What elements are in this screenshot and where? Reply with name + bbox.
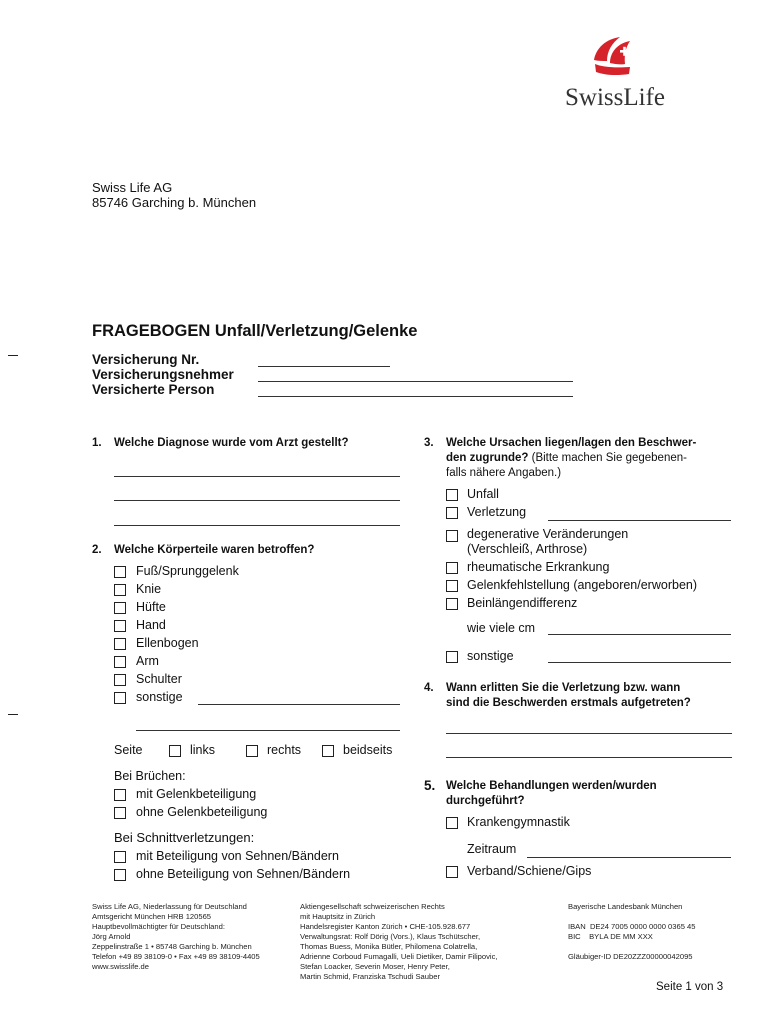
sender-address: 85746 Garching b. München <box>92 195 257 210</box>
q5-text-line2: durchgeführt? <box>446 795 525 807</box>
q2-text: Welche Körperteile waren betroffen? <box>114 544 315 556</box>
option-foot: Fuß/Sprunggelenk <box>136 564 239 578</box>
accident-label: Unfall <box>467 487 499 501</box>
q4-number: 4. <box>424 682 434 694</box>
q3-text-line3: falls nähere Angaben.) <box>446 467 562 479</box>
q3-number: 3. <box>424 437 434 449</box>
fracture-with-label: mit Gelenkbeteiligung <box>136 787 257 801</box>
checkbox-cut-with[interactable] <box>114 851 126 863</box>
checkbox-knee[interactable] <box>114 584 126 596</box>
other-body-field-2[interactable] <box>136 730 400 731</box>
cut-without-label: ohne Beteiligung von Sehnen/Bändern <box>136 867 351 881</box>
injury-label: Verletzung <box>467 505 527 519</box>
bandage-label: Verband/Schiene/Gips <box>467 864 592 878</box>
page-title: FRAGEBOGEN Unfall/Verletzung/Gelenke <box>92 322 418 340</box>
checkbox-side-both[interactable] <box>322 745 334 757</box>
checkbox-side-right[interactable] <box>246 745 258 757</box>
leg-length-label: Beinlängendifferenz <box>467 596 578 610</box>
checkbox-cut-without[interactable] <box>114 869 126 881</box>
footer-creditor-id: Gläubiger-ID DE20ZZZ00000042095 <box>568 952 693 961</box>
fracture-without-label: ohne Gelenkbeteiligung <box>136 805 268 819</box>
checkbox-fracture-with[interactable] <box>114 789 126 801</box>
option-hand: Hand <box>136 618 166 632</box>
checkbox-degenerative[interactable] <box>446 530 458 542</box>
checkbox-hip[interactable] <box>114 602 126 614</box>
fold-mark <box>8 714 18 715</box>
other-body-field[interactable] <box>198 704 400 705</box>
cuts-label: Bei Schnittverletzungen: <box>114 830 255 845</box>
how-many-cm-label: wie viele cm <box>467 621 536 635</box>
side-right-label: rechts <box>267 743 302 757</box>
policy-number-label: Versicherung Nr. <box>92 352 200 367</box>
insured-person-label: Versicherte Person <box>92 382 215 397</box>
checkbox-side-left[interactable] <box>169 745 181 757</box>
checkbox-physiotherapy[interactable] <box>446 817 458 829</box>
q3-text-line2 <box>446 451 687 466</box>
checkbox-accident[interactable] <box>446 489 458 501</box>
sender-name: Swiss Life AG <box>92 180 173 195</box>
option-shoulder: Schulter <box>136 672 182 686</box>
checkbox-leg-length[interactable] <box>446 598 458 610</box>
q1-answer-line-3[interactable] <box>114 525 400 526</box>
checkbox-rheumatic[interactable] <box>446 562 458 574</box>
checkbox-elbow[interactable] <box>114 638 126 650</box>
fold-mark <box>8 355 18 356</box>
footer-bank-name: Bayerische Landesbank München <box>568 902 683 911</box>
q3-text-line2-rest: (Bitte machen Sie gegebenen- <box>528 452 687 464</box>
logo-wordmark: SwissLife <box>565 84 665 111</box>
option-other-body: sonstige <box>136 690 183 704</box>
fractures-label: Bei Brüchen: <box>114 769 186 783</box>
injury-field[interactable] <box>548 520 731 521</box>
degenerative-sub-label: (Verschleiß, Arthrose) <box>467 542 588 556</box>
option-arm: Arm <box>136 654 159 668</box>
q1-answer-line-2[interactable] <box>114 500 400 501</box>
q3-text-line1: Welche Ursachen liegen/lagen den Beschwer- <box>446 437 697 449</box>
malalignment-label: Gelenkfehlstellung (angeboren/erworben) <box>467 578 698 592</box>
side-label: Seite <box>114 743 143 757</box>
q2-number: 2. <box>92 544 102 556</box>
q1-number: 1. <box>92 437 102 449</box>
checkbox-other-body[interactable] <box>114 692 126 704</box>
checkbox-injury[interactable] <box>446 507 458 519</box>
policy-holder-label: Versicherungsnehmer <box>92 367 234 382</box>
side-left-label: links <box>190 743 216 757</box>
q3-text-line2-bold: den zugrunde? <box>446 452 529 464</box>
q4-answer-line-2[interactable] <box>446 757 732 758</box>
policy-holder-field[interactable] <box>258 381 573 382</box>
page-number: Seite 1 von 3 <box>656 981 724 993</box>
q1-answer-line-1[interactable] <box>114 476 400 477</box>
footer-legal-info: Aktiengesellschaft schweizerischen Rechts mit Hauptsitz in Zürich Handelsregister Kanton Zürich • CHE-105.928.677 Verwaltungsrat: Rolf Dörig (Vors.), Klaus Tschütscher, Thomas Buess, Monika Bütler, Philomena Colatrella, Adrienne Corboud Fumagalli, Ueli Dietiker, Damir Filipovic, Stefan Loacker, Severin Moser, Henry Peter, Martin Schmid, Franziska Tschudi Sauber <box>300 902 498 981</box>
checkbox-other-cause[interactable] <box>446 651 458 663</box>
degenerative-label: degenerative Veränderungen <box>467 527 629 541</box>
checkbox-bandage[interactable] <box>446 866 458 878</box>
other-cause-field[interactable] <box>548 662 731 663</box>
checkbox-malalignment[interactable] <box>446 580 458 592</box>
q4-text-line2: sind die Beschwerden erstmals aufgetreten? <box>446 697 691 709</box>
other-cause-label: sonstige <box>467 649 514 663</box>
checkbox-foot[interactable] <box>114 566 126 578</box>
q5-text-line1: Welche Behandlungen werden/wurden <box>446 780 657 792</box>
q5-number: 5. <box>424 778 436 793</box>
q1-text: Welche Diagnose wurde vom Arzt gestellt? <box>114 437 349 449</box>
q4-answer-line-1[interactable] <box>446 733 732 734</box>
physiotherapy-label: Krankengymnastik <box>467 815 570 829</box>
policy-number-field[interactable] <box>258 366 390 367</box>
side-both-label: beidseits <box>343 743 393 757</box>
option-hip: Hüfte <box>136 600 166 614</box>
checkbox-hand[interactable] <box>114 620 126 632</box>
period-label: Zeitraum <box>467 842 517 856</box>
option-knee: Knie <box>136 582 162 596</box>
swisslife-logo-icon <box>588 34 638 82</box>
rheumatic-label: rheumatische Erkrankung <box>467 560 610 574</box>
checkbox-fracture-without[interactable] <box>114 807 126 819</box>
checkbox-shoulder[interactable] <box>114 674 126 686</box>
option-elbow: Ellenbogen <box>136 636 199 650</box>
footer-bank-details: IBAN DE24 7005 0000 0000 0365 45 BIC BYLA DE MM XXX <box>568 922 696 941</box>
how-many-cm-field[interactable] <box>548 634 731 635</box>
q4-text-line1: Wann erlitten Sie die Verletzung bzw. wann <box>446 682 681 694</box>
period-field[interactable] <box>527 857 731 858</box>
footer-company-info: Swiss Life AG, Niederlassung für Deutschland Amtsgericht München HRB 120565 Hauptbevollmächtigter für Deutschland: Jörg Arnold Zeppelinstraße 1 • 85748 Garching b. München Telefon +49 89 38109-0 • Fax +49 89 38109-4405 www.swisslife.de <box>92 902 260 971</box>
insured-person-field[interactable] <box>258 396 573 397</box>
cut-with-label: mit Beteiligung von Sehnen/Bändern <box>136 849 339 863</box>
checkbox-arm[interactable] <box>114 656 126 668</box>
